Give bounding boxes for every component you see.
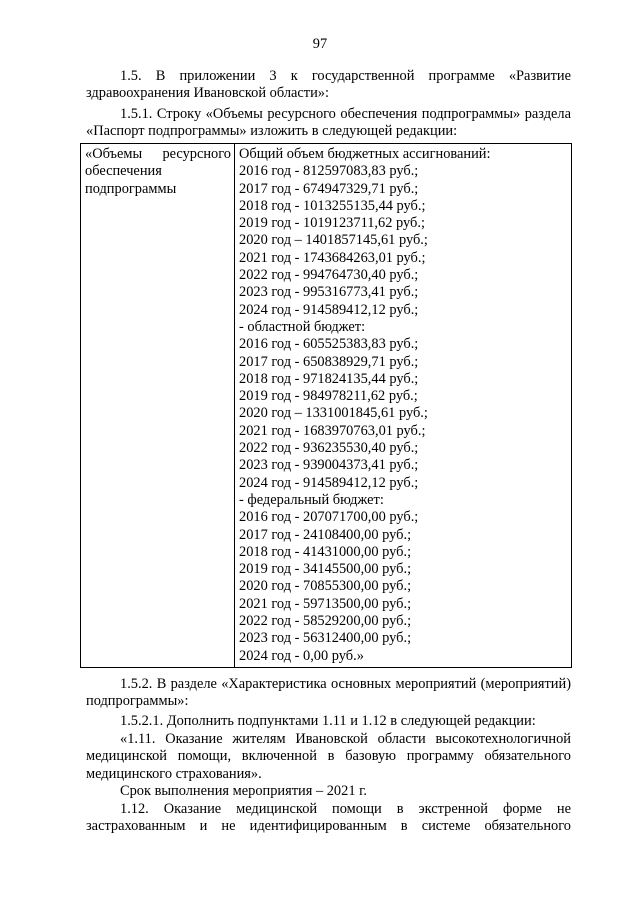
funding-line: 2018 год - 41431000,00 руб.; [239, 543, 412, 560]
paragraph-1-5: 1.5. В приложении 3 к государственной программе «Развитие здравоохранения Ивановской области»: [86, 68, 571, 102]
funding-line: 2018 год - 971824135,44 руб.; [239, 370, 419, 387]
funding-line: 2020 год - 70855300,00 руб.; [239, 578, 412, 595]
funding-line: 2020 год – 1401857145,61 руб.; [239, 232, 428, 249]
funding-line: 2023 год - 56312400,00 руб.; [239, 630, 412, 647]
funding-line: 2017 год - 674947329,71 руб.; [239, 180, 419, 197]
funding-line: - федеральный бюджет: [239, 491, 384, 508]
paragraph-1-5-1: 1.5.1. Строку «Объемы ресурсного обеспечения подпрограммы» раздела «Паспорт подпрограммы» изложить в следующей редакции: [86, 106, 571, 140]
funding-line: Общий объем бюджетных ассигнований: [239, 146, 491, 162]
funding-line: 2017 год - 650838929,71 руб.; [239, 353, 419, 370]
funding-cell [235, 144, 572, 668]
funding-line: 2023 год - 939004373,41 руб.; [239, 457, 419, 474]
funding-line: 2022 год - 994764730,40 руб.; [239, 267, 419, 284]
paragraph-1-11: «1.11. Оказание жителям Ивановской области высокотехнологичной медицинской помощи, включенной в базовую программу обязательного медицинского страхования». [86, 731, 571, 782]
funding-line: 2024 год - 0,00 руб.» [239, 647, 364, 664]
passport-table [80, 143, 572, 668]
paragraph-1-5-2: 1.5.2. В разделе «Характеристика основных мероприятий (мероприятий) подпрограммы»: [86, 676, 571, 710]
paragraph-1-5-2-1: 1.5.2.1. Дополнить подпунктами 1.11 и 1.12 в следующей редакции: [120, 713, 536, 729]
paragraph-deadline: Срок выполнения мероприятия – 2021 г. [120, 783, 367, 799]
funding-line: 2019 год - 984978211,62 руб.; [239, 388, 418, 405]
table-row [81, 144, 572, 668]
funding-line: - областной бюджет: [239, 318, 366, 335]
funding-line: 2022 год - 58529200,00 руб.; [239, 613, 412, 630]
funding-line: 2016 год - 812597083,83 руб.; [239, 163, 419, 180]
funding-line: 2021 год - 1743684263,01 руб.; [239, 249, 426, 266]
funding-line: 2016 год - 605525383,83 руб.; [239, 336, 419, 353]
funding-line: 2024 год - 914589412,12 руб.; [239, 301, 419, 318]
funding-line: 2016 год - 207071700,00 руб.; [239, 509, 419, 526]
funding-line: 2021 год - 1683970763,01 руб.; [239, 422, 426, 439]
funding-line: 2019 год - 34145500,00 руб.; [239, 561, 412, 578]
funding-line: 2020 год – 1331001845,61 руб.; [239, 405, 428, 422]
funding-line: 2022 год - 936235530,40 руб.; [239, 440, 419, 457]
funding-line: 2019 год - 1019123711,62 руб.; [239, 215, 425, 232]
funding-line: 2024 год - 914589412,12 руб.; [239, 474, 419, 491]
row-label-cell: «Объемы ресурсного обеспечения подпрограммы [81, 144, 235, 668]
funding-line: 2023 год - 995316773,41 руб.; [239, 284, 419, 301]
page-number: 97 [312, 36, 328, 52]
funding-line: 2017 год - 24108400,00 руб.; [239, 526, 412, 543]
funding-line: 2021 год - 59713500,00 руб.; [239, 595, 412, 612]
paragraph-1-12: 1.12. Оказание медицинской помощи в экстренной форме не застрахованным и не идентифицированным в системе обязательного [86, 801, 571, 835]
funding-line: 2018 год - 1013255135,44 руб.; [239, 197, 426, 214]
